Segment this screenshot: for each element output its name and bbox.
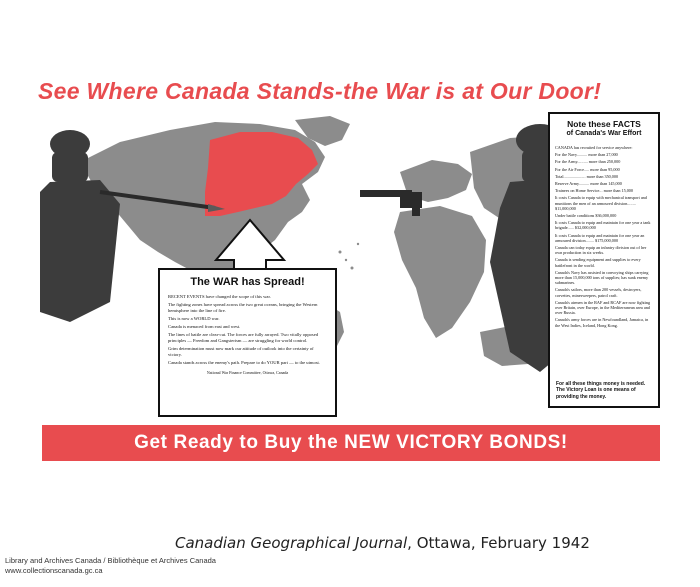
fact-line: Canada's airmen in the RAF and RCAF are now fighting over Britain, over Europe, in the Mediterranean area and over Russia. bbox=[555, 299, 651, 316]
spread-box-footer: National War Finance Committee, Ottawa, Canada bbox=[206, 370, 289, 375]
image-caption bbox=[175, 534, 590, 552]
poster-headline: See Where Canada Stands-the War is at Our Door! bbox=[38, 78, 602, 104]
spread-paragraph: The lines of battle are clear-cut. The forces are fully arrayed. Two vitally opposed principles — Freedom and Gangsterism — are struggling for world control. bbox=[168, 332, 319, 343]
banner-text: Get Ready to Buy the NEW VICTORY BONDS! bbox=[134, 432, 568, 453]
fact-line: Under battle conditions $36,000,000 bbox=[555, 213, 617, 219]
facts-box-subtitle: of Canada's War Effort bbox=[566, 130, 642, 137]
spread-paragraph: Grim determination must now mark our attitude of outlook into the certainty of victory. bbox=[168, 346, 314, 357]
fact-line: Total..................... more than 350,000 bbox=[555, 173, 619, 179]
credit-line-2: www.collectionscanada.gc.ca bbox=[5, 566, 103, 575]
fact-line: Canada can today equip an infantry division out of her own production in six weeks. bbox=[555, 245, 647, 256]
fact-line: Trainees on Home Service... more than 15,000 bbox=[555, 188, 633, 194]
pistol bbox=[360, 190, 422, 216]
fact-line: CANADA has recruited for service anywhere: bbox=[555, 145, 633, 150]
fact-line: For the Army.......... more than 250,000 bbox=[555, 159, 621, 165]
spread-paragraph: Canada is menaced from east and west. bbox=[168, 324, 241, 329]
facts-box-heading bbox=[550, 119, 658, 139]
spread-box-title: The WAR has Spread! bbox=[190, 276, 305, 288]
facts-box-title: Note these FACTS bbox=[567, 119, 641, 129]
victory-bonds-banner bbox=[42, 425, 660, 461]
caption-details: , Ottawa, February 1942 bbox=[407, 534, 590, 552]
archive-credit bbox=[5, 556, 216, 576]
facts-box bbox=[548, 112, 660, 408]
spread-paragraph: The fighting zones have spread across the two great oceans, bringing the Western hemisphere into the line of fire. bbox=[168, 302, 318, 313]
fact-line: Canada is sending equipment and supplies to every battlefront in the world. bbox=[555, 257, 641, 268]
war-has-spread-box bbox=[158, 268, 337, 417]
fact-line: Reserve Army.......... more than 145,000 bbox=[555, 181, 622, 187]
fact-line: Canada's sailors, more than 200 vessels, destroyers, corvettes, minesweepers, patrol craft. bbox=[555, 287, 642, 298]
spread-paragraph: This is now a WORLD war. bbox=[168, 316, 220, 321]
fact-line: It costs Canada to equip with mechanical transport and munitions the men of an armoured division........ $11,000,000 bbox=[555, 195, 647, 211]
facts-box-body bbox=[555, 145, 653, 328]
africa bbox=[394, 206, 486, 338]
credit-line-1: Library and Archives Canada / Bibliothèque et Archives Canada bbox=[5, 556, 216, 565]
spread-paragraph: Canada stands across the enemy's path. Prepare to do YOUR part — to the utmost. bbox=[168, 360, 320, 365]
fact-line: Canada's army forces are in Newfoundland, Jamaica, in the West Indies, Iceland, Hong Kong. bbox=[555, 317, 649, 328]
fact-line: For the Air Force..... more than 95,000 bbox=[555, 166, 620, 172]
spread-paragraph: RECENT EVENTS have changed the scope of this war. bbox=[168, 294, 271, 299]
fact-line: For the Navy.......... more than 27,000 bbox=[555, 152, 618, 158]
fact-line: Canada's Navy has assisted in convoying ships carrying more than 15,000,000 tons of supplies; has sunk enemy submarines. bbox=[555, 269, 649, 286]
caption-publication: Canadian Geographical Journal bbox=[175, 534, 408, 552]
fact-line: It costs Canada to equip and maintain for one year a tank brigade...... $32,000,000 bbox=[555, 220, 651, 231]
fact-line: It costs Canada to equip and maintain for one year an armoured division........ $175,000,000 bbox=[555, 232, 645, 243]
facts-box-closing: For all these things money is needed. The Victory Loan is one means of providing the money. bbox=[556, 380, 646, 400]
